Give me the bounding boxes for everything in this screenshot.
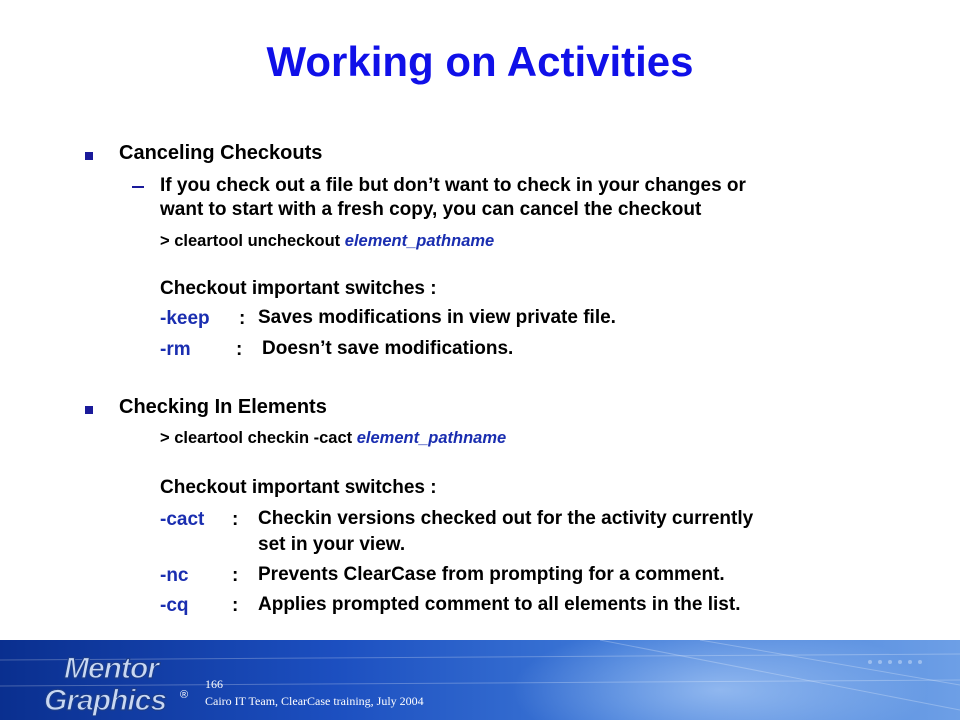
switch-separator: :: [232, 509, 239, 530]
switch-name: -keep: [160, 308, 210, 329]
switch-description: Saves modifications in view private file.: [258, 307, 616, 328]
logo-graphics-text: Graphics: [44, 684, 167, 716]
section1-description-line2: want to start with a fresh copy, you can cancel the checkout: [160, 199, 702, 220]
bullet-square-icon: [85, 406, 93, 414]
switch-separator: :: [236, 339, 243, 360]
command-text: > cleartool checkin -cact: [160, 429, 353, 447]
switch-name: -nc: [160, 565, 189, 586]
switch-description-continued: set in your view.: [258, 534, 406, 555]
section2-switches-heading: Checkout important switches :: [160, 477, 437, 498]
registered-mark: ®: [180, 689, 189, 701]
section1-description-line1: If you check out a file but don’t want to check in your changes or: [160, 175, 746, 196]
section1-switches-heading: Checkout important switches :: [160, 278, 437, 299]
footer-caption: Cairo IT Team, ClearCase training, July 2004: [205, 694, 424, 708]
switch-description: Doesn’t save modifications.: [262, 338, 514, 359]
switch-separator: :: [239, 308, 246, 329]
section2-heading: Checking In Elements: [119, 396, 327, 418]
bullet-square-icon: [85, 152, 93, 160]
switch-name: -cq: [160, 595, 189, 616]
switch-separator: :: [232, 565, 239, 586]
logo-mentor-text: Mentor: [64, 652, 158, 685]
switch-name: -cact: [160, 509, 205, 530]
switch-description: Checkin versions checked out for the activity currently: [258, 508, 754, 529]
command-argument: element_pathname: [344, 232, 495, 250]
section1-command: [160, 232, 494, 251]
sub-bullet-dash-icon: [132, 186, 144, 188]
slide-title: Working on Activities: [266, 38, 694, 85]
switch-description: Prevents ClearCase from prompting for a comment.: [258, 564, 725, 585]
command-text: > cleartool uncheckout: [160, 232, 341, 250]
command-argument: element_pathname: [356, 429, 507, 447]
switch-description: Applies prompted comment to all elements in the list.: [258, 594, 741, 615]
page-number: 166: [205, 677, 223, 691]
section1-heading: Canceling Checkouts: [119, 142, 323, 164]
mentor-graphics-logo: [42, 648, 192, 716]
switch-separator: :: [232, 595, 239, 616]
section2-command: [160, 429, 506, 448]
switch-name: -rm: [160, 339, 191, 360]
